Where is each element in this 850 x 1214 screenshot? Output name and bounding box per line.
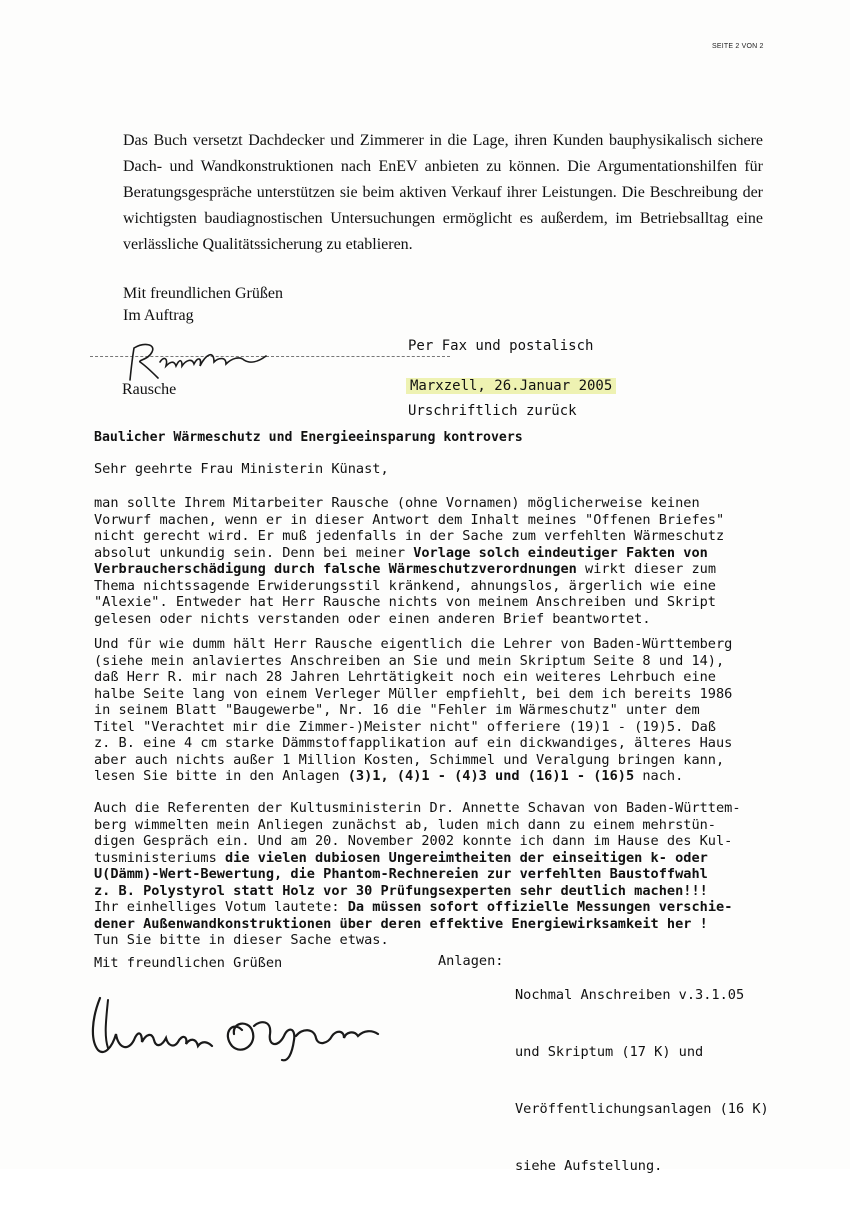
- text-segment: (siehe mein anlaviertes Anschreiben an Sie und mein Skriptum Seite 8 und 14),: [94, 652, 725, 669]
- text-line: [94, 752, 756, 769]
- text-segment: wirkt dieser zum: [576, 561, 717, 577]
- sender-name: Rausche: [122, 381, 177, 398]
- attachment-line: und Skriptum (17 K) und: [515, 1044, 704, 1060]
- text-line: [94, 528, 756, 545]
- salutation: Sehr geehrte Frau Ministerin Künast,: [94, 461, 389, 477]
- text-segment: Ihr einhelliges Votum lautete:: [94, 899, 348, 915]
- letter-subject: Baulicher Wärmeschutz und Energieeinsparung kontrovers: [94, 430, 523, 445]
- bold-text-segment: die vielen dubiosen Ungereimtheiten der einseitigen k- oder: [224, 849, 708, 866]
- text-segment: berg wimmelten mein Anliegen zunächst ab, luden mich dann zu einem mehrstün-: [94, 816, 716, 833]
- text-segment: man sollte Ihrem Mitarbeiter Rausche (ohne Vornamen) möglicherweise keinen: [94, 495, 700, 511]
- text-line: [94, 512, 756, 529]
- text-line: [94, 850, 756, 867]
- attachments-label: Anlagen:: [438, 953, 504, 969]
- text-segment: aber auch nichts außer 1 Million Kosten, Schimmel und Veralgung bringen kann,: [94, 751, 725, 768]
- text-line: [94, 735, 756, 752]
- text-segment: nicht gerecht wird. Er muß jedenfalls in der Sache zum verfehlten Wärmeschutz: [94, 528, 725, 544]
- attachments-list: [515, 948, 769, 1214]
- text-segment: Vorwurf machen, wenn er in dieser Antwort dem Inhalt meines "Offenen Briefes": [94, 511, 725, 528]
- bold-text-segment: U(Dämm)-Wert-Bewertung, die Phantom-Rechnereien zur verfehlten Baustoffwahl: [94, 866, 708, 882]
- text-segment: Auch die Referenten der Kultusministerin Dr. Annette Schavan von Baden-Württem-: [94, 800, 741, 816]
- text-line: [94, 916, 756, 933]
- bold-text-segment: dener Außenwandkonstruktionen über deren effektive Energiewirksamkeit her !: [94, 915, 708, 932]
- author-signature: [82, 990, 512, 1065]
- intro-paragraph: Das Buch versetzt Dachdecker und Zimmerer in die Lage, ihren Kunden bauphysikalisch sichere Dach- und Wandkonstruktionen nach EnEV anbieten zu können. Die Argumentationshilfen für Beratungsgespräche unterstützen sie beim aktiven Verkauf ihrer Leistungen. Die Beschreibung der wichtigsten baudiagnostischen Untersuchungen ermöglicht es außerdem, im Betriebsalltag eine verlässliche Qualitätssicherung zu etablieren.: [123, 132, 763, 253]
- text-line: [94, 899, 756, 916]
- text-line: [94, 495, 756, 512]
- attachment-line: Veröffentlichungsanlagen (16 K): [515, 1101, 769, 1117]
- text-line: [94, 611, 756, 628]
- text-line: [94, 636, 756, 653]
- text-line: [94, 545, 756, 562]
- text-line: [94, 932, 756, 949]
- closing-greeting-1: Mit freundlichen Grüßen: [123, 285, 283, 302]
- attachment-line: siehe Aufstellung.: [515, 1158, 663, 1174]
- text-line: [94, 669, 756, 686]
- rausche-signature: [122, 334, 272, 384]
- text-line: [94, 719, 756, 736]
- text-line: [94, 883, 756, 900]
- text-line: [94, 866, 756, 883]
- bold-text-segment: z. B. Polystyrol statt Holz vor 30 Prüfungsexperten sehr deutlich machen!!!: [94, 882, 708, 899]
- text-line: [94, 702, 756, 719]
- text-line: [94, 817, 756, 834]
- text-segment: Titel "Verachtet mir die Zimmer-)Meister nicht" offeriere (19)1 - (19)5. Daß: [94, 718, 716, 735]
- text-line: [94, 561, 756, 578]
- text-segment: gelesen oder nichts verstanden oder einen anderen Brief beantwortet.: [94, 610, 651, 627]
- text-segment: Tun Sie bitte in dieser Sache etwas.: [94, 932, 389, 948]
- bold-text-segment: (3)1, (4)1 - (4)3 und (16)1 - (16)5: [347, 768, 635, 784]
- text-line: [94, 768, 756, 785]
- text-segment: Und für wie dumm hält Herr Rausche eigentlich die Lehrer von Baden-Württemberg: [94, 636, 733, 652]
- paragraph-3: [94, 636, 756, 785]
- closing-greeting-2: Mit freundlichen Grüßen: [94, 955, 283, 971]
- text-segment: "Alexie". Entweder hat Herr Rausche nichts von meinem Anschreiben und Skript: [94, 594, 716, 610]
- paragraph-2: [94, 495, 756, 627]
- text-line: [94, 578, 756, 595]
- text-segment: absolut unkundig sein. Denn bei meiner: [94, 544, 414, 561]
- text-line: [94, 800, 756, 817]
- text-segment: Thema nichtssagende Erwiderungsstil kränkend, ahnungslos, ärgerlich wie eine: [94, 577, 716, 594]
- text-segment: digen Gespräch ein. Und am 20. November 2002 konnte ich dann im Hause des Kul-: [94, 833, 733, 849]
- text-segment: z. B. eine 4 cm starke Dämmstoffapplikation auf ein dickwandiges, älteres Haus: [94, 735, 733, 751]
- text-line: [94, 594, 756, 611]
- text-segment: tusministeriums: [94, 849, 225, 866]
- text-line: [94, 833, 756, 850]
- bold-text-segment: Da müssen sofort offizielle Messungen verschie-: [347, 899, 733, 915]
- text-segment: nach.: [634, 768, 684, 784]
- bold-text-segment: Verbraucherschädigung durch falsche Wärmeschutzverordnungen: [94, 561, 577, 577]
- paragraph-4: [94, 800, 756, 949]
- text-segment: daß Herr R. mir nach 28 Jahren Lehrtätigkeit noch ein weiteres Lehrbuch eine: [94, 669, 716, 685]
- fax-note: Per Fax und postalisch: [408, 338, 594, 354]
- text-line: [94, 686, 756, 703]
- place-date-highlighted: Marxzell, 26.Januar 2005: [406, 378, 616, 394]
- bold-text-segment: Vorlage solch eindeutiger Fakten von: [413, 544, 708, 561]
- text-segment: lesen Sie bitte in den Anlagen: [94, 768, 348, 784]
- text-line: [94, 653, 756, 670]
- page-indicator: SEITE 2 VON 2: [712, 43, 764, 50]
- closing-im-auftrag: Im Auftrag: [123, 307, 194, 324]
- text-segment: halbe Seite lang von einem Verleger Müller empfiehlt, bei dem ich bereits 1986: [94, 685, 733, 702]
- text-segment: in seinem Blatt "Baugewerbe", Nr. 16 die "Fehler im Wärmeschutz" unter dem: [94, 702, 700, 718]
- return-note: Urschriftlich zurück: [408, 403, 577, 419]
- attachment-line: Nochmal Anschreiben v.3.1.05: [515, 987, 745, 1003]
